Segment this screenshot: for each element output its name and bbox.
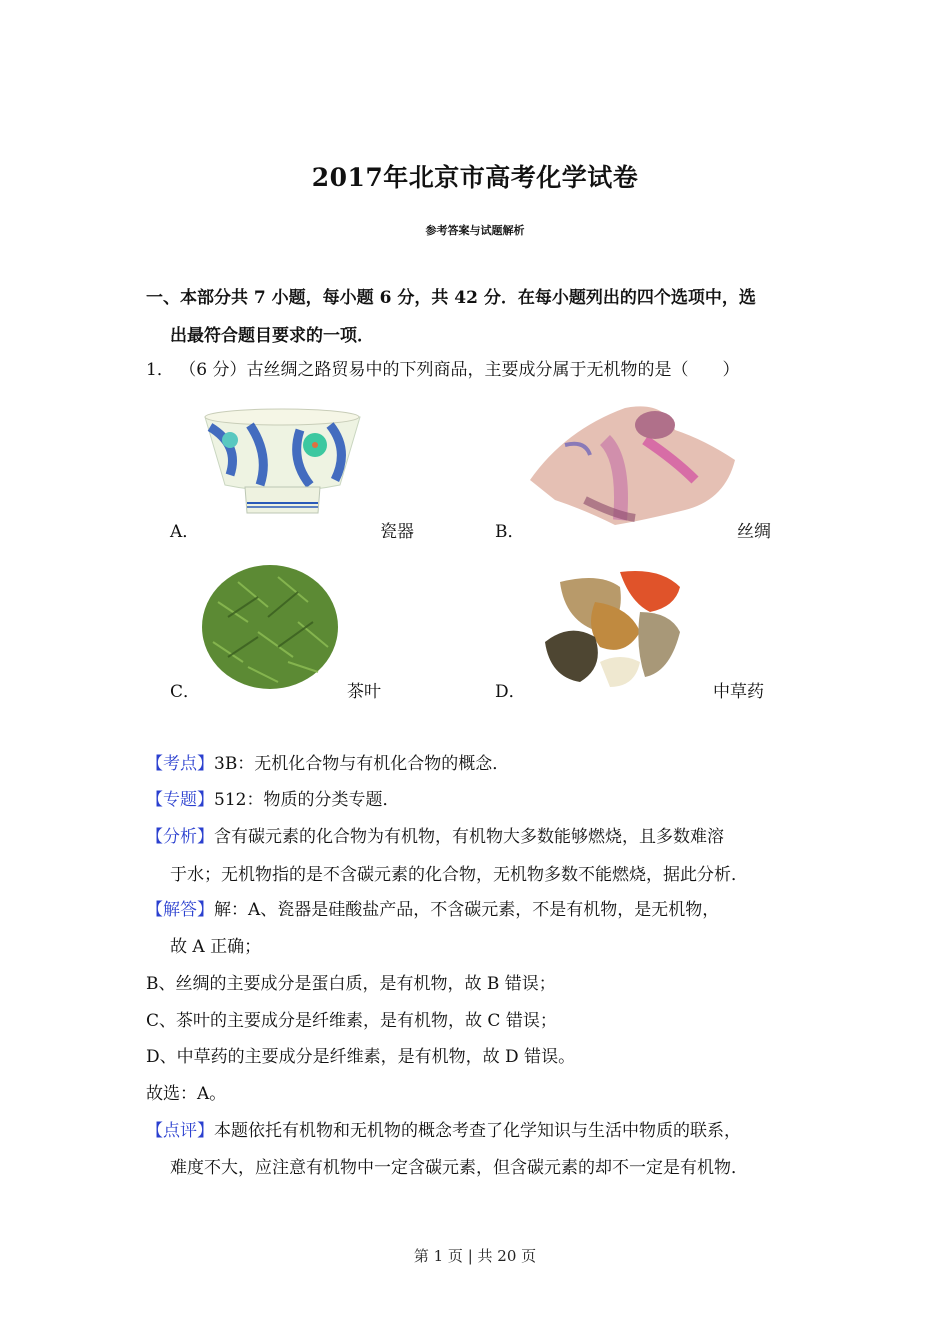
option-d-letter: D． bbox=[495, 682, 526, 702]
jieda-label: 【解答】 bbox=[146, 900, 214, 920]
kaodian-label: 【考点】 bbox=[146, 754, 214, 774]
section-heading-line2: 出最符合题目要求的一项． bbox=[170, 326, 374, 346]
zhuanti-text: 512：物质的分类专题． bbox=[214, 790, 400, 810]
tea-leaves-icon bbox=[198, 562, 343, 692]
fenxi-line2: 于水；无机物指的是不含碳元素的化合物，无机物多数不能燃烧，据此分析． bbox=[170, 865, 748, 885]
kaodian-text: 3B：无机化合物与有机化合物的概念． bbox=[214, 754, 510, 774]
herbal-medicine-icon bbox=[540, 562, 690, 692]
fenxi-line1 bbox=[146, 825, 724, 849]
option-d-name: 中草药 bbox=[713, 682, 764, 702]
kaodian-line bbox=[146, 752, 509, 776]
document-title: 2017年北京市高考化学试卷 bbox=[311, 163, 639, 192]
section-heading-line1: 一、本部分共 7 小题，每小题 6 分，共 42 分．在每小题列出的四个选项中，选 bbox=[146, 288, 756, 308]
dianping-line2: 难度不大，应注意有机物中一定含碳元素，但含碳元素的却不一定是有机物． bbox=[170, 1158, 748, 1178]
fenxi-text-1: 含有碳元素的化合物为有机物，有机物大多数能够燃烧，且多数难溶 bbox=[214, 827, 724, 847]
option-c-letter: C． bbox=[170, 682, 201, 702]
option-c-name: 茶叶 bbox=[347, 682, 381, 702]
dianping-label: 【点评】 bbox=[146, 1121, 214, 1141]
question-text: （6 分）古丝绸之路贸易中的下列商品，主要成分属于无机物的是（ ） bbox=[179, 360, 740, 380]
explanation-d: D、中草药的主要成分是纤维素，是有机物，故 D 错误。 bbox=[146, 1047, 576, 1067]
option-b-name: 丝绸 bbox=[737, 522, 771, 542]
option-b-letter: B． bbox=[495, 522, 525, 542]
option-a-letter: A． bbox=[170, 522, 200, 542]
dianping-line1 bbox=[146, 1119, 741, 1143]
dianping-text-1: 本题依托有机物和无机物的概念考查了化学知识与生活中物质的联系， bbox=[214, 1121, 741, 1141]
question-stem bbox=[146, 358, 739, 382]
final-answer: 故选：A。 bbox=[146, 1084, 227, 1104]
zhuanti-label: 【专题】 bbox=[146, 790, 214, 810]
document-subtitle: 参考答案与试题解析 bbox=[425, 224, 525, 237]
section-heading bbox=[146, 279, 826, 355]
zhuanti-line bbox=[146, 788, 399, 812]
page-footer: 第 1 页 | 共 20 页 bbox=[413, 1247, 537, 1265]
option-b-image bbox=[525, 400, 737, 530]
jieda-text-1: 解：A、瓷器是硅酸盐产品，不含碳元素，不是有机物，是无机物， bbox=[214, 900, 720, 920]
option-a-name: 瓷器 bbox=[380, 522, 414, 542]
option-c-image bbox=[198, 562, 343, 692]
jieda-line1 bbox=[146, 898, 719, 922]
explanation-b: B、丝绸的主要成分是蛋白质，是有机物，故 B 错误； bbox=[146, 974, 556, 994]
explanation-c: C、茶叶的主要成分是纤维素，是有机物，故 C 错误； bbox=[146, 1011, 557, 1031]
question-number: 1． bbox=[146, 360, 174, 380]
jieda-line2: 故 A 正确； bbox=[170, 937, 262, 957]
fenxi-label: 【分析】 bbox=[146, 827, 214, 847]
option-d-image bbox=[540, 562, 690, 692]
silk-scarf-icon bbox=[525, 400, 737, 530]
option-a-image bbox=[200, 405, 365, 525]
porcelain-bowl-icon bbox=[200, 405, 365, 525]
